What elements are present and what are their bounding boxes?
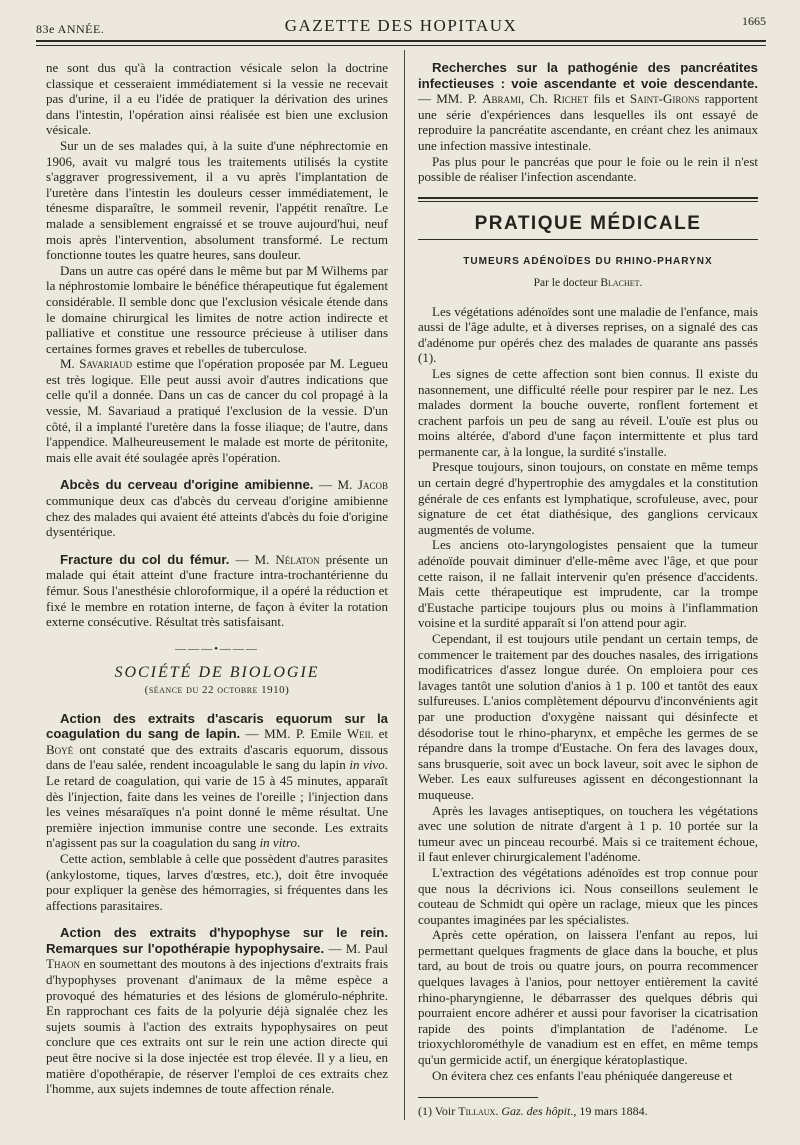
author-name: Blachet <box>600 276 640 289</box>
article-heading: Abcès du cerveau d'origine amibienne. <box>60 477 314 493</box>
text-run: , Ch. <box>520 91 554 107</box>
text-run: . Le retard de coagulation, qui varie de 15 à 45 minutes, apparaît dès l'injection, faite dans les veines de l'oreille ; l'injection dans les veines mésaraïques n'a point donné le même résultat. Une première injection immunise contre une seconde. Les extraits n'agissent pas sur la coagulation du sang <box>46 757 388 851</box>
header-rule-thin <box>36 45 766 46</box>
text-run: — MM. P. Emile <box>240 726 347 742</box>
text-run: communique deux cas d'abcès du cerveau d'origine amibienne chez des malades qui avaient été atteints d'abcès du foie d'origine dysentérique. <box>46 493 388 540</box>
author-name: Weil <box>346 726 374 742</box>
paragraph: Presque toujours, sinon toujours, on constate en même temps un certain degré d'hypertrophie des amygdales et la constitution générale de ces enfants est lymphatique, scrofuleuse, avec, pour signature de cet état diathésique, des ganglions cervicaux augmentés de volume. <box>418 459 758 537</box>
author-name: Jacob <box>357 477 388 493</box>
text-run: présente un malade qui était atteint d'une fracture intra-trochantérienne du fémur. Sous l'anesthésie chloroformique, il a opéré la réduction et fixé le membre en rotation interne, de façon à éviter la rotation externe consécutive. Résultat très satisfaisant. <box>46 551 388 630</box>
text-run: fils et <box>588 91 630 107</box>
text-run: — M. <box>229 551 276 567</box>
text-run: estime que l'opération proposée par M. Legueu est très logique. Elle peut aussi avoir d'autres indications que celle qu'il a donnée. Dans un cas de cancer du col propagé à la vessie, M. Savariaud a pratiqué l'exclusion de la vessie. D'un côté, il a implanté l'uretère dans la fosse iliaque; de l'autre, dans l'appendice. Malheureusement le malade est morte de péritonite, mais elle avait été soulagée après l'opération. <box>46 356 388 465</box>
paragraph: On évitera chez ces enfants l'eau phéniquée dangereuse et <box>432 1067 733 1083</box>
paragraph <box>46 356 388 465</box>
section-subtitle: (séance du 22 octobre 1910) <box>144 683 290 696</box>
text-run: en soumettant des moutons à des injections d'extraits frais d'hypophyses provenant d'animaux de la même espèce a provoqué des hématuries et des lésions de glomérulo-néphrite. En rapprochant ces faits de la polyurie déjà signalée chez les sujets soumis à l'action des extraits hypophysaires on peut conclure que ces extraits ont sur le rein une action directe qui peut être nocive si la dose injectée est trop élevée. Il y a lieu, en matière d'opothérapie, de réserver l'emploi de ces extraits chez l'homme, aux sujets indemnes de toute affection rénale. <box>46 956 388 1097</box>
footnote <box>418 1104 758 1120</box>
text-run: M. <box>60 356 80 372</box>
author-name: Nélaton <box>275 551 320 567</box>
text-run: . <box>639 276 643 289</box>
section-ornament: ———•——— <box>175 642 259 655</box>
paragraph: ne sont dus qu'à la contraction vésicale selon la doctrine classique et cesseraient immédiatement si la vessie ne recevait pas d'urine, il a eu l'idée de pratiquer la dérivation des urines dans l'intestin, l'opération ainsi réalisée est bien une exclusion vésicale. <box>46 60 388 138</box>
text-run: Par le docteur <box>533 276 601 289</box>
latin-term: in vitro <box>259 835 297 851</box>
paragraph: Les anciens oto-laryngologistes pensaient que la tumeur adénoïde pouvait diminuer d'elle-même avec l'âge, et que pour cette raison, il ne fallait intervenir qu'en présence d'accidents. Mais cette thérapeutique est imprudente, car la trompe d'Eustache participe toujours plus ou moins à l'inflammation voisine et la surdité apparaît si l'on attend pour agir. <box>418 537 758 631</box>
author-name: Boyé <box>46 741 74 757</box>
section-title: SOCIÉTÉ DE BIOLOGIE <box>114 664 320 682</box>
paragraph <box>46 711 388 851</box>
header-rule <box>36 40 766 42</box>
right-column <box>418 60 758 1120</box>
author-name: Tillaux <box>458 1104 496 1119</box>
article-heading: Fracture du col du fémur. <box>60 551 230 567</box>
paragraph: Les végétations adénoïdes sont une maladie de l'enfance, mais aussi de l'âge adulte, et à diverses reprises, on a signalé des cas d'adénome pur opérés chez des malades de quarante ans passés (1). <box>418 303 758 366</box>
text-run: rapportent une série d'expériences dans lesquelles ils ont essayé de reproduire la pancréatite ascendante, en créant chez les animaux une infection massive intestinale. <box>418 91 758 153</box>
paragraph: Dans un autre cas opéré dans le même but par M Wilhems par la néphrostomie lombaire le bénéfice thérapeutique fut également considérable. Il semble donc que l'exclusion vésicale étende dans le domaine chirurgical les limites de notre action indirecte et palliative et constitue une ressource précieuse à utiliser dans certaines formes graves et rebelles de tuberculose. <box>46 262 388 356</box>
author-name: Thaon <box>46 956 80 972</box>
footnote-rule <box>418 1097 538 1098</box>
author-name: Abrami <box>482 91 521 107</box>
author-name: Savariaud <box>79 356 133 372</box>
section-banner: PRATIQUE MÉDICALE <box>474 212 702 234</box>
text-run: . <box>297 835 301 851</box>
author-name: Richet <box>553 91 589 107</box>
paragraph: L'extraction des végétations adénoïdes est trop connue pour que nous la décrivions ici. Nous conseillons seulement le couteau de Schmidt qui opère un raclage, mieux que les pinces coupantes imaginées par les spécialistes. <box>418 864 758 927</box>
page-header <box>36 14 766 38</box>
page-number: 1665 <box>742 14 766 28</box>
byline <box>418 276 758 292</box>
banner-rule <box>418 239 758 240</box>
paragraph <box>46 552 388 630</box>
paragraph <box>418 60 758 154</box>
latin-term: in vivo <box>349 757 385 773</box>
author-name: Saint-Girons <box>629 91 700 107</box>
paragraph: Sur un de ses malades qui, à la suite d'une néphrectomie en 1906, avait vu malgré tous les traitements utilisés la cystite s'aggraver progressivement, il a vu après l'implantation de l'uretère dans l'intestin les douleurs cesser immédiatement, le ténesme disparaître, le sommeil revenir, l'appétit renaître. Le malade a sensiblement engraissé et se trouve aujourd'hui, neuf mois après l'intervention, absolument transformé. Le rectum fonctionne toutes les quatre heures, sans douleur. <box>46 137 388 263</box>
text-run: — M. Paul <box>324 940 388 956</box>
article-heading: Recherches sur la pathogénie des pancréatites infectieuses : voie ascendante et voie descendante. <box>418 60 758 91</box>
text-run: . <box>495 1104 502 1119</box>
paragraph: Après cette opération, on laissera l'enfant au repos, lui permettant quelques fragments de glace dans la bouche, et plus tard, au bout de trois ou quatre jours, on pourra recommencer quelques lavages à l'anios, pour nettoyer entièrement la cavité rhino-pharyngienne, le débarrasser des quelques débris qui pourraient encore adhérer et aussi pour favoriser la cicatrisation rapide des points d'implantation de l'adénome. Le trioxychlorométhyle de vanadium est en effet, en même temps qu'un germicide actif, un énergique kératoplastique. <box>418 927 758 1068</box>
text-run: ont constaté que des extraits d'ascaris equorum, dissous dans de l'eau salée, rendent incoagulable le sang du lapin <box>46 741 388 773</box>
text-run: , 19 mars 1884. <box>573 1104 648 1119</box>
paragraph: Cependant, il est toujours utile pendant un certain temps, de commencer le traitement par des douches nasales, des irrigations modificatrices d'assez longue durée. On emploiera pour ces lavages tantôt une solution d'anios à 1 p. 100 et tantôt des eaux sulfureuses. L'anios complètement dépourvu d'inconvénients agit par une production d'oxygène naissant qui désinfecte et désodorise tout le rhino-pharynx, et empêche les germes de se répandre dans la trompe d'Eustache. On fera des lavages doux, sans brusquerie, soit avec un bock laveur, soit avec le siphon de Weber. Les eaux sulfureuses agissent en décongestionnant la muqueuse. <box>418 631 758 802</box>
text-run: — M. <box>313 477 358 493</box>
text-run: et <box>373 726 389 742</box>
article-title: TUMEURS ADÉNOÏDES DU RHINO-PHARYNX <box>463 256 713 268</box>
text-run: (1) Voir <box>418 1104 459 1119</box>
paragraph: Cette action, semblable à celle que possèdent d'autres parasites (ankylostome, tiques, larves d'œstres, etc.), doit être invoquée pour expliquer la genèse des hémorragies, si fréquentes dans les affections parasitaires. <box>46 850 388 913</box>
paragraph: Les signes de cette affection sont bien connus. Il existe du nasonnement, une difficulté réelle pour respirer par le nez. Les malades dorment la bouche ouverte, ronflent fortement et crachent parfois un peu de sang au réveil. L'ouïe est plus ou moins altérée, d'abord d'une façon intermittente et plus tard permanente car, à la longue, la surdité s'installe. <box>418 365 758 459</box>
article-heading: Action des extraits d'ascaris equorum sur la coagulation du sang de lapin. <box>46 710 388 742</box>
paragraph <box>46 477 388 539</box>
left-column <box>46 60 388 1097</box>
article-heading: Action des extraits d'hypophyse sur le rein. Remarques sur l'opothérapie hypophysaire. <box>46 925 388 956</box>
journal-name: Gaz. des hôpit. <box>501 1104 574 1119</box>
paragraph <box>46 925 388 1097</box>
paragraph: Après les lavages antiseptiques, on touchera les végétations avec une solution de nitrate d'argent à 1 p. 10 portée sur la tumeur avec un pinceau recourbé. Mais si ce traitement échoue, il faut enlever chirurgicalement l'adénome. <box>418 802 758 865</box>
section-rule <box>418 197 758 202</box>
journal-title: GAZETTE DES HOPITAUX <box>284 16 518 35</box>
year-label: 83e ANNÉE. <box>36 22 105 36</box>
paragraph: Pas plus pour le pancréas que pour le foie ou le rein il n'est possible de réaliser l'infection ascendante. <box>418 153 758 185</box>
text-run: — MM. P. <box>418 91 483 107</box>
column-divider <box>404 50 405 1120</box>
